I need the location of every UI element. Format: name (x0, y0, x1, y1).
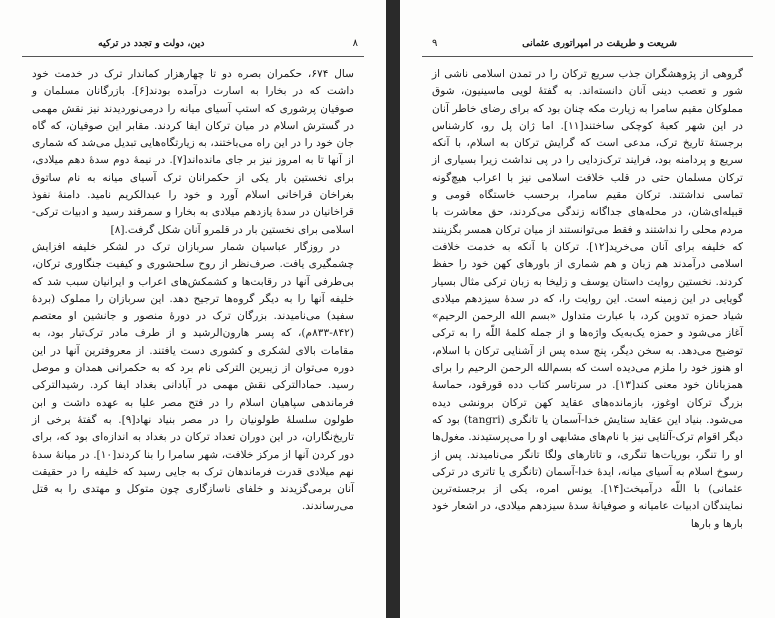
right-paragraph-1: گروهی از پژوهشگران جذب سریع ترکان را در تمدن اسلامی ناشی از شور و تعصب دینی آنان دانسته‌اند. به گفتهٔ لویی ماسینیون، شوق مملوکان مقیم سامرا به زیارت مکه چنان بود که برای رضای خاطر آنان در این شهر کعبهٔ کوچکی ساختند[۱۱]. اما ژان پل رو، کارشناس برجستهٔ تاریخ ترک، مدعی است که گرایش ترکان به اسلام، با آنکه سریع و پردامنه بود، فرایند ترک‌زدایی را در پی نداشت زیرا بسیاری از ترکان مسلمان حتی در قلب خلافت اسلامی نیز با اعراب هیچ‌گونه تماسی نداشتند. ترکان مقیم سامرا، برحسب خاستگاه قومی و قبیله‌ای‌شان، در محله‌های جداگانه زندگی می‌کردند، حق معاشرت با مردم محلی را نداشتند و فقط می‌توانستند از میان ترکان همسر بگزینند که خلیفه برای آنان می‌خرید[۱۲]. ترکان با آنکه به خدمت خلافت اسلامی درآمدند هم زبان و هم شماری از باورهای کهن خود را حفظ کردند. نخستین روایت داستان یوسف و زلیخا به زبان ترکی مثال بسیار گویایی در این زمینه است. این روایت را، که در سدهٔ سیزدهم میلادی شیاد حمزه تدوین کرد، با عبارت متداول «بسم الله الرحمن الرحیم» آغاز می‌شود و حمزه یک‌به‌یک واژه‌ها و از جمله کلمهٔ اللّه را به ترکی توضیح می‌دهد. به سخن دیگر، پنج سده پس از آشنایی ترکان با اسلام، او هنوز خود را ملزم می‌دیده است که بسم‌الله الرحمن الرحیم را برای همزبانان خود معنی کند[۱۳]. در سرتاسر کتاب دده قورقود، حماسهٔ بزرگ ترکان اوغوز، بازمانده‌های عقاید کهن ترکان برونشی دیده می‌شود. بنیاد این عقاید ستایش خدا-آسمان یا تانگری (tangri) بود که دیگر اقوام ترک-آلتایی نیز با نام‌های مشابهی او را می‌پرستیدند. مغول‌ها او را تنگر، بوریات‌ها تنگری، و تاتارهای ولگا تانگر می‌نامیدند. پس از رسوخ اسلام به آسیای میانه، ایدهٔ خدا-آسمان (تانگری یا تاتری در ترکی عثمانی) با اللّه درآمیخت[۱۴]. یونس امره، یکی از برجسته‌ترین نمایندگان ادبیات عامیانه و صوفیانهٔ سدهٔ سیزدهم میلادی، در اشعار خود بارها و بارها (432, 68, 743, 530)
right-page-body (432, 66, 743, 533)
left-paragraph-2: در روزگار عباسیان شمار سربازان ترک در لشکر خلیفه افزایش چشمگیری یافت. صرف‌نظر از روح سلحشوری و کیفیت جنگاوری ترکان، بی‌طرفی آنها در رقابت‌ها و کشمکش‌های اعراب و ایرانیان سبب شد که خلیفه آنها را به دیگر گروه‌ها ترجیح دهد. این سربازان را مملوک (بردهٔ سفید) می‌نامیدند. بزرگان ترک در دورهٔ منصور و جانشین او معتصم (۸۴۲-۸۳۳م)، که پسر هارون‌الرشید و از طرف مادر ترک‌تبار بود، به مقامات بالای لشکری و کشوری دست یافتند. از معروفترین آنها در این دوره می‌توان از زیبرین الترکی نام برد که به حکمرانی همدان و موصل رسید. حمادالترکی نقش مهمی در آبادانی بغداد ایفا کرد. رشیدالترکی فرماندهی سپاهیان اسلام را در فتح مصر علیا به عهده داشت و ابن طولون سلسلهٔ طولونیان را در مصر بنیاد نهاد[۹]. به گفتهٔ برخی از تاریخ‌نگاران، در این دوران تعداد ترکان در بغداد به اندازه‌ای بود که، برای دور کردن آنها از مرکز خلافت، شهر سامرا را بنا کردند[۱۰]. در میانهٔ سدهٔ نهم میلادی قدرت فرماندهان ترک به جایی رسید که خلیفه را در حقیقت آنان برمی‌گزیدند و خلفای ناسازگاری چون متوکل و مهتدی را به قتل می‌رساندند. (32, 240, 355, 513)
left-page-body (32, 66, 354, 516)
left-header-rule (22, 56, 364, 57)
left-page-number: ۸ (352, 38, 358, 49)
right-page (400, 0, 775, 618)
right-page-number: ۹ (432, 38, 438, 49)
left-page (0, 0, 386, 618)
right-running-title: شریعت و طریقت در امپراتوری عثمانی (522, 38, 677, 49)
left-page-header (20, 38, 366, 54)
right-header-rule (422, 56, 753, 57)
right-page-header (420, 38, 755, 54)
left-paragraph-1: سال ۶۷۴، حکمران بصره دو تا چهارهزار کماندار ترک در خدمت خود داشت که در بخارا به اسارت درآمده بودند[۶]. بازرگانان مسلمان و صوفیان پرشوری که استپ آسیای میانه را درمی‌نوردیدند نیز نقش مهمی در گسترش اسلام در میان ترکان ایفا کردند. مقابر این صوفیان، که گاه جان خود را در این راه می‌باختند، به زیارتگاه‌هایی تبدیل می‌شد که شماری از آنها تا به امروز نیز بر جای مانده‌اند[۷]. در نیمهٔ دوم سدهٔ دهم میلادی، برای نخستین بار یکی از حکمرانان ترک آسیای میانه به نام ساتوق بغراخان قراخانی اسلام آورد و خود را عبدالکریم نامید. دامنهٔ نفوذ قراخانیان در سدهٔ یازدهم میلادی به بخارا و سمرقند رسید و ادبیات ترکی-اسلامی برای نخستین بار در قلمرو آنان شکل گرفت.[۸] (32, 68, 354, 236)
left-running-title: دین، دولت و تجدد در ترکیه (98, 38, 205, 49)
book-gutter (386, 0, 400, 618)
